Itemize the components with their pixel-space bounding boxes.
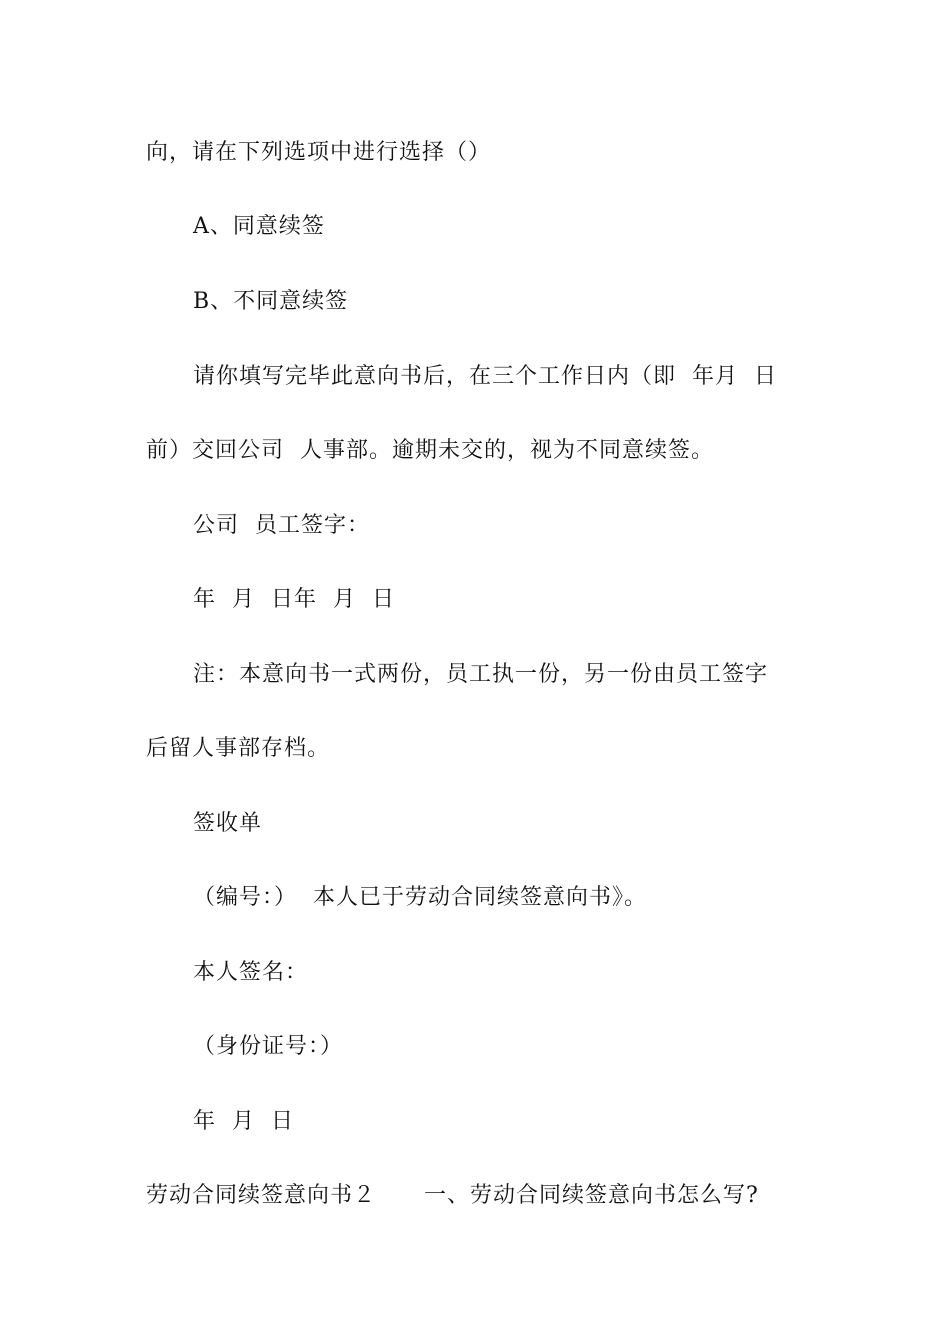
option-b: B、不同意续签 <box>193 289 349 314</box>
date-line: 年 月 日年 月 日 <box>193 587 395 612</box>
paragraph-deadline: 请你填写完毕此意向书后，在三个工作日内（即 年月 日 <box>193 364 777 389</box>
option-a: A、同意续签 <box>193 214 325 239</box>
receipt-id-line: （身份证号：） <box>193 1034 344 1059</box>
receipt-signature-line: 本人签名： <box>193 960 309 985</box>
note-paragraph: 注：本意向书一式两份，员工执一份，另一份由员工签字 <box>193 662 769 687</box>
section-heading: 劳动合同续签意向书２ 一、劳动合同续签意向书怎么写? <box>146 1183 759 1208</box>
note-paragraph-cont: 后留人事部存档。 <box>146 736 331 761</box>
paragraph-options-intro: 向，请在下列选项中进行选择（） <box>146 140 492 165</box>
paragraph-deadline-cont: 前）交回公司 人事部。逾期未交的，视为不同意续签。 <box>146 438 714 463</box>
receipt-heading: 签收单 <box>193 811 263 836</box>
receipt-date-line: 年 月 日 <box>193 1109 294 1134</box>
receipt-number-line: （编号：） 本人已于劳动合同续签意向书》。 <box>193 885 647 910</box>
signature-line: 公司 员工签字： <box>193 513 370 538</box>
